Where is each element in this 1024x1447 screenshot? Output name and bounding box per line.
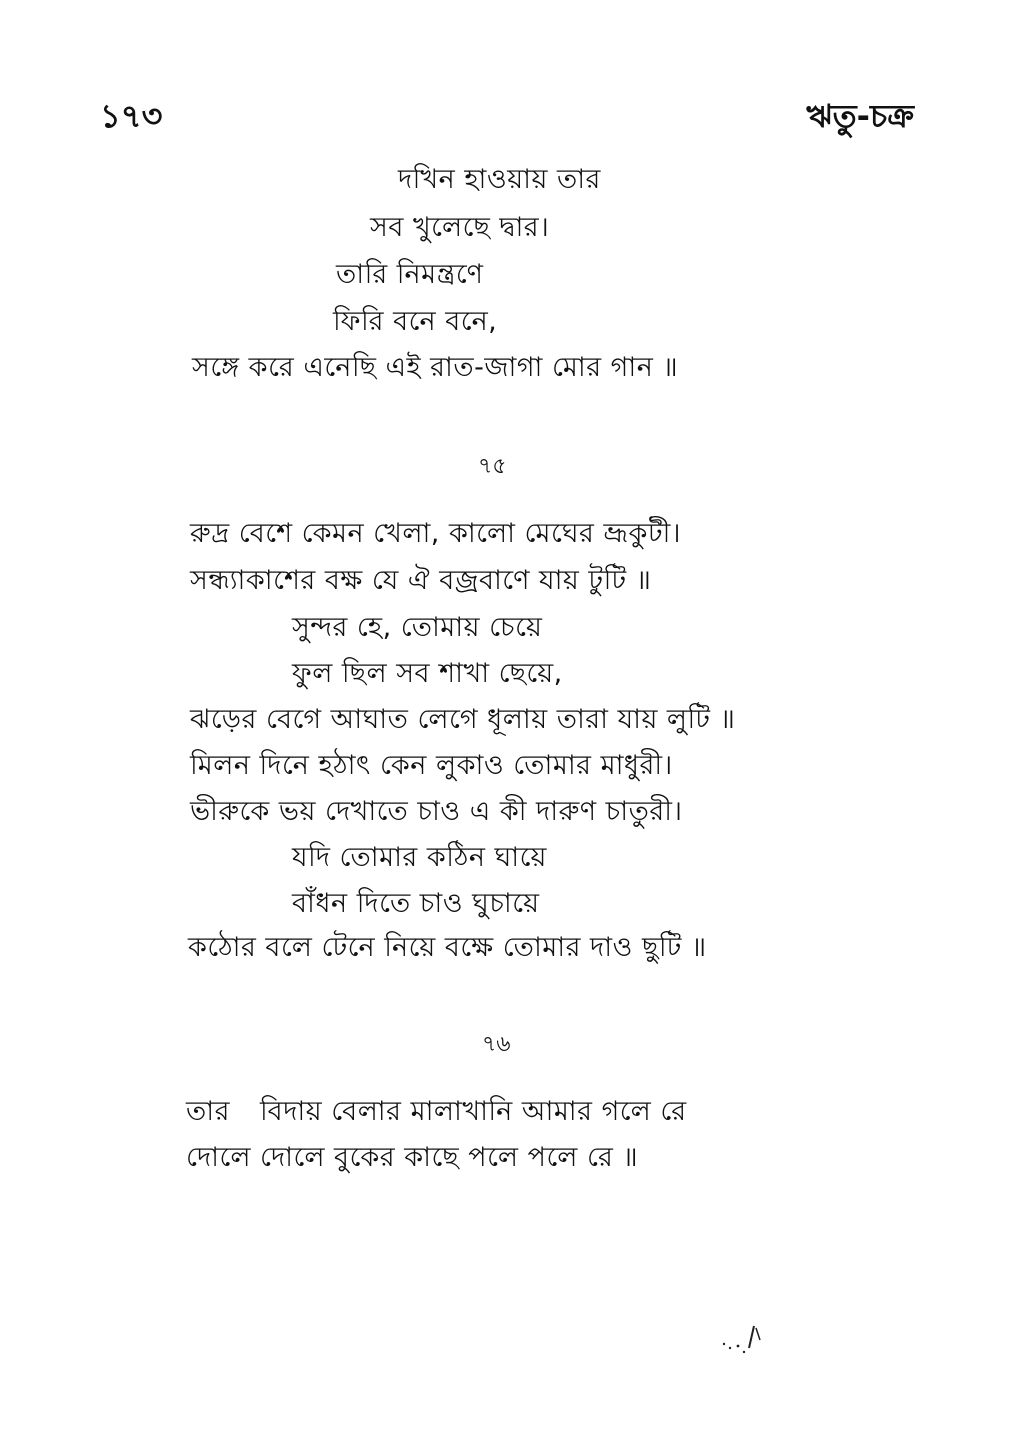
verse-line: তারি নিমন্ত্রণে [336, 259, 484, 290]
verse-line: বাঁধন দিতে চাও ঘুচায়ে [292, 888, 540, 919]
running-title: ঋতু-চক্র [806, 97, 914, 135]
verse-line: মিলন দিনে হঠাৎ কেন লুকাও তোমার মাধুরী। [190, 750, 673, 781]
verse-line: সব খুলেছে দ্বার। [370, 212, 550, 243]
verse-line [186, 1094, 687, 1130]
song-number: ৭৬ [482, 1032, 511, 1057]
song-number: ৭৫ [478, 454, 507, 479]
verse-line: দখিন হাওয়ায় তার [398, 164, 601, 195]
verse-line: ফুল ছিল সব শাখা ছেয়ে, [292, 658, 563, 689]
verse-line: দোলে দোলে বুকের কাছে পলে পলে রে ॥ [186, 1142, 639, 1173]
verse-line: ঝড়ের বেগে আঘাত লেগে ধূলায় তারা যায় লুটি ॥ [190, 704, 736, 735]
verse-line: ফিরি বনে বনে, [333, 306, 498, 337]
verse-line-text: বিদায় বেলার মালাখানি আমার গলে রে [259, 1096, 687, 1127]
verse-line: সন্ধ্যাকাশের বক্ষ যে ঐ বজ্রবাণে যায় টুটি ॥ [190, 565, 652, 596]
verse-line: ভীরুকে ভয় দেখাতে চাও এ কী দারুণ চাতুরী। [190, 796, 683, 827]
verse-lead-word: তার [186, 1096, 230, 1127]
page-number: ১৭৩ [100, 97, 163, 135]
scan-speck [716, 1318, 776, 1358]
verse-line: যদি তোমার কঠিন ঘায়ে [292, 842, 547, 873]
verse-line: সঙ্গে করে এনেছি এই রাত-জাগা মোর গান ॥ [192, 352, 679, 383]
verse-line: কঠোর বলে টেনে নিয়ে বক্ষে তোমার দাও ছুটি ॥ [188, 932, 707, 963]
verse-line: সুন্দর হে, তোমায় চেয়ে [292, 612, 543, 643]
verse-line: রুদ্র বেশে কেমন খেলা, কালো মেঘের ভ্রূকুটী। [190, 518, 682, 549]
